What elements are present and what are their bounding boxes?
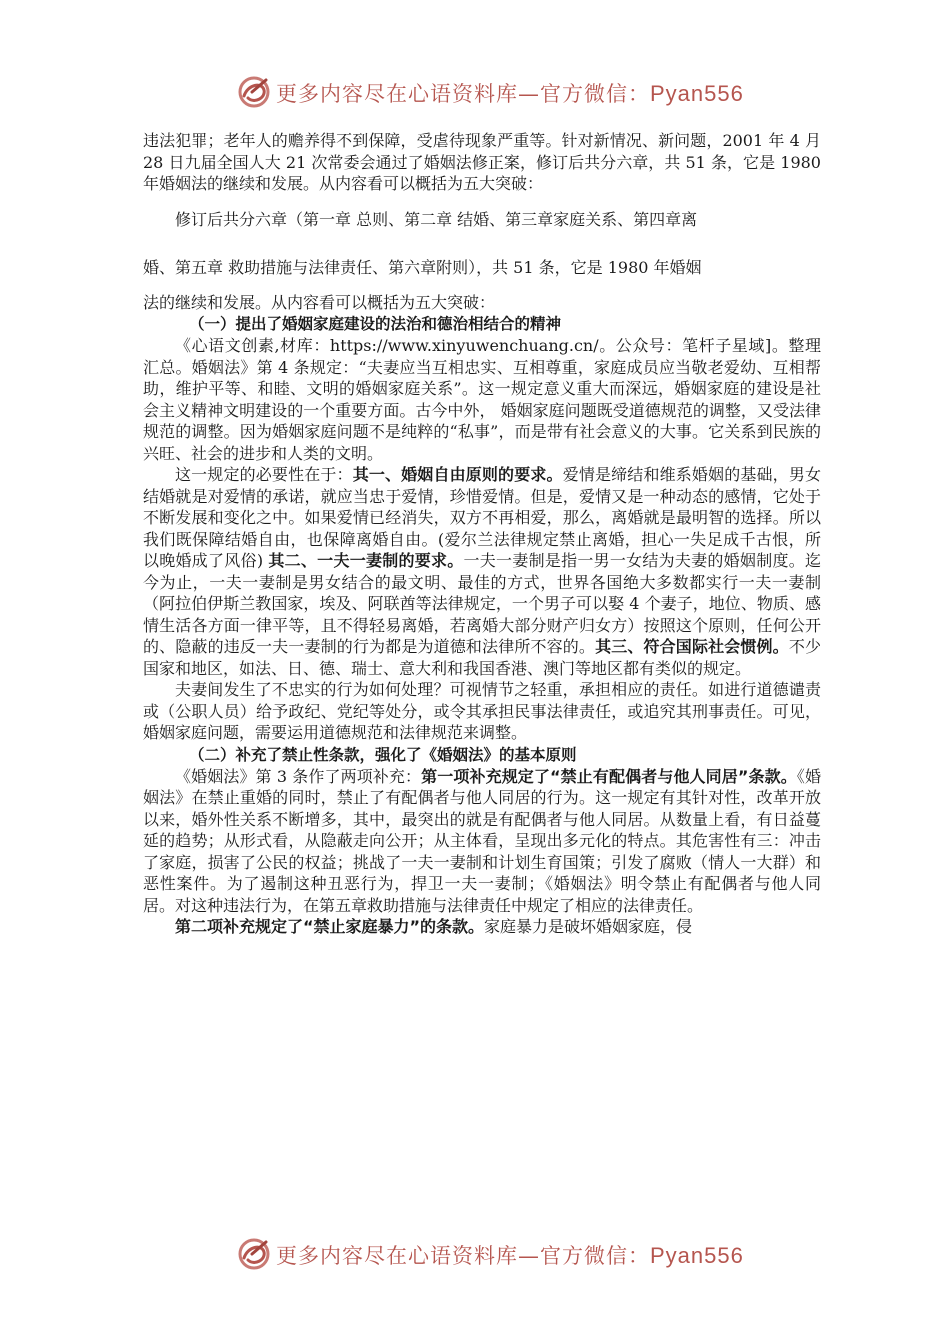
footer-watermark-banner bbox=[0, 1234, 950, 1274]
swirl-logo-icon bbox=[236, 1236, 272, 1272]
paragraph-chapters-line1: 修订后共分六章（第一章 总则、第二章 结婚、第三章家庭关系、第四章离 bbox=[175, 209, 698, 229]
document-body bbox=[143, 130, 821, 938]
section-heading-1: （一）提出了婚姻家庭建设的法治和德治相结合的精神 bbox=[189, 315, 562, 333]
paragraph-article-3 bbox=[143, 766, 821, 917]
banner-text-cn: 更多内容尽在心语资料库—官方微信： bbox=[276, 1244, 650, 1268]
header-watermark-banner bbox=[0, 72, 950, 112]
point-two-title: 其二、一夫一妻制的要求。 bbox=[268, 551, 464, 570]
supplement-two-title: 第二项补充规定了“禁止家庭暴力”的条款。 bbox=[175, 917, 485, 936]
article-3-lead: 《婚姻法》第 3 条作了两项补充： bbox=[175, 766, 422, 786]
necessity-lead: 这一规定的必要性在于： bbox=[175, 465, 353, 484]
paragraph-necessity bbox=[143, 464, 821, 679]
banner-text-cn: 更多内容尽在心语资料库—官方微信： bbox=[276, 82, 650, 106]
paragraph-article-4: 《心语文创素,材库：https://www.xinyuwenchuang.cn/。公众号：笔杆子星域]。整理汇总。婚姻法》第 4 条规定：“夫妻应当互相忠实、互相尊重，家庭成员应当敬老爱幼、互相帮助，维护平等、和睦、文明的婚姻家庭关系”。这一规定意义重大而深远，婚姻家庭的建设是社会主义精神文明建设的一个重要方面。古今中外， 婚姻家庭问题既受道德规范的调整，又受法律规范的调整。因为婚姻家庭问题不是纯粹的“私事”，而是带有社会意义的大事。它关系到民族的兴旺、社会的进步和人类的文明。 bbox=[143, 336, 821, 463]
banner-text bbox=[276, 78, 744, 108]
supplement-one-text: 《婚姻法》在禁止重婚的同时，禁止了有配偶者与他人同居的行为。这一规定有其针对性，改革开放以来，婚外性关系不断增多，其中，最突出的就是有配偶者与他人同居。从数量上看，有日益蔓延的趋势；从形式看，从隐蔽走向公开；从主体看，呈现出多元化的特点。其危害性有三：冲击了家庭，损害了公民的权益；挑战了一夫一妻制和计划生育国策；引发了腐败（情人一大群）和恶性案件。为了遏制这种丑恶行为，捍卫一夫一妻制；《婚姻法》明令禁止有配偶者与他人同居。对这种违法行为，在第五章救助措施与法律责任中规定了相应的法律责任。 bbox=[143, 766, 821, 915]
point-three-text: 不少国家和地区，如法、日、德、瑞士、意大利和我国香港、澳门等地区都有类似的规定。 bbox=[143, 637, 821, 678]
point-one-text: 爱情是缔结和维系婚姻的基础，男女结婚就是对爱情的承诺，就应当忠于爱情，珍惜爱情。但是，爱情又是一种动态的感情，它处于不断发展和变化之中。如果爱情已经消失，双方不再相爱，那么，离婚就是最明智的选择。所以我们既保障结婚自由，也保障离婚自由。(爱尔兰法律规定禁止离婚，担心一失足成千古恨，所以晚婚成了风俗) bbox=[143, 465, 821, 570]
banner-wechat-id: Pyan556 bbox=[650, 81, 744, 106]
paragraph-chapters-line2: 婚、第五章 救助措施与法律责任、第六章附则），共 51 条，它是 1980 年婚姻 bbox=[143, 258, 702, 277]
paragraph-infidelity: 夫妻间发生了不忠实的行为如何处理？可视情节之轻重，承担相应的责任。如进行道德谴责或（公职人员）给予政纪、党纪等处分，或令其承担民事法律责任，或追究其刑事责任。可见，婚姻家庭问题，需要运用道德规范和法律规范来调整。 bbox=[143, 680, 821, 742]
paragraph-domestic-violence bbox=[143, 916, 821, 938]
banner-text bbox=[276, 1240, 744, 1270]
supplement-one-title: 第一项补充规定了“禁止有配偶者与他人同居”条款。 bbox=[421, 766, 797, 786]
point-one-title: 其一、婚姻自由原则的要求。 bbox=[352, 465, 563, 484]
paragraph-intro: 违法犯罪；老年人的赡养得不到保障，受虐待现象严重等。针对新情况、新问题，2001 年 4 月 28 日九届全国人大 21 次常委会通过了婚姻法修正案，修订后共分六章，共 51 条，它是 1980 年婚姻法的继续和发展。从内容看可以概括为五大突破： bbox=[143, 131, 821, 193]
paragraph-chapters-line3: 法的继续和发展。从内容看可以概括为五大突破： bbox=[143, 292, 496, 312]
point-two-text: 一夫一妻制是指一男一女结为夫妻的婚姻制度。迄今为止，一夫一妻制是男女结合的最文明、最佳的方式，世界各国绝大多数都实行一夫一妻制（阿拉伯伊斯兰教国家，埃及、阿联酋等法律规定，一个男子可以娶 4 个妻子，地位、物质、感情生活各方面一律平等，且不得轻易离婚，若离婚大部分财产归女方）按照这个原则，任何公开的、隐蔽的违反一夫一妻制的行为都是为道德和法律所不容的。 bbox=[143, 551, 821, 656]
banner-wechat-id: Pyan556 bbox=[650, 1243, 744, 1268]
point-three-title: 其三、符合国际社会惯例。 bbox=[595, 637, 789, 656]
section-heading-2: （二）补充了禁止性条款，强化了《婚姻法》的基本原则 bbox=[189, 745, 577, 764]
swirl-logo-icon bbox=[236, 74, 272, 110]
supplement-two-text: 家庭暴力是破坏婚姻家庭，侵 bbox=[484, 917, 693, 936]
